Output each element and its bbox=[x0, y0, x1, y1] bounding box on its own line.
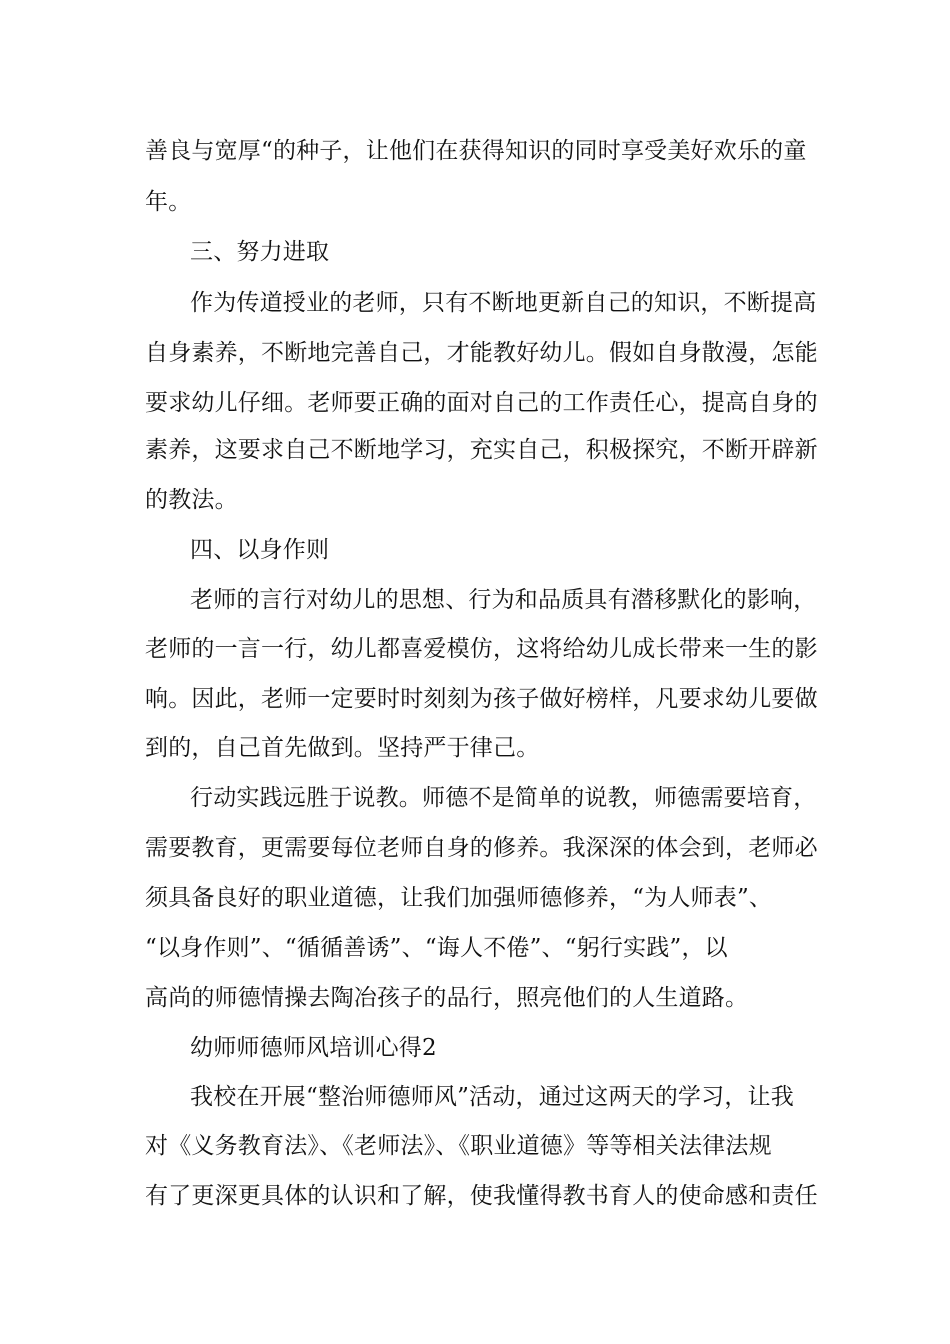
paragraph-line: 年。 bbox=[145, 189, 192, 215]
paragraph-line: 有了更深更具体的认识和了解，使我懂得教书育人的使命感和责任 bbox=[145, 1183, 818, 1209]
paragraph-line: 老师的言行对幼儿的思想、行为和品质具有潜移默化的影响， bbox=[190, 587, 817, 613]
paragraph-line: “以身作则”、“循循善诱”、“诲人不倦”、“躬行实践”，以 bbox=[145, 935, 728, 961]
paragraph-line: 我校在开展“整治师德师风”活动，通过这两天的学习，让我 bbox=[190, 1084, 794, 1110]
paragraph-line: 需要教育，更需要每位老师自身的修养。我深深的体会到，老师必 bbox=[145, 835, 818, 861]
paragraph-line: 作为传道授业的老师，只有不断地更新自己的知识，不断提高 bbox=[190, 290, 817, 316]
paragraph-line: 对《义务教育法》、《老师法》、《职业道德》等等相关法律法规 bbox=[145, 1133, 772, 1159]
paragraph-line: 的教法。 bbox=[145, 487, 238, 513]
paragraph-line: 响。因此，老师一定要时时刻刻为孩子做好榜样，凡要求幼儿要做 bbox=[145, 686, 818, 712]
paragraph-line: 老师的一言一行，幼儿都喜爱模仿，这将给幼儿成长带来一生的影 bbox=[145, 636, 818, 662]
section-heading: 四、以身作则 bbox=[190, 537, 330, 563]
paragraph-line: 要求幼儿仔细。老师要正确的面对自己的工作责任心，提高自身的 bbox=[145, 390, 818, 416]
paragraph-line: 自身素养，不断地完善自己，才能教好幼儿。假如自身散漫，怎能 bbox=[145, 340, 818, 366]
paragraph-line: 善良与宽厚“的种子，让他们在获得知识的同时享受美好欢乐的童 bbox=[145, 138, 807, 164]
section-heading: 三、努力进取 bbox=[190, 239, 330, 265]
paragraph-line: 行动实践远胜于说教。师德不是简单的说教，师德需要培育， bbox=[190, 785, 817, 811]
paragraph-line: 素养，这要求自己不断地学习，充实自己，积极探究，不断开辟新 bbox=[145, 437, 818, 463]
paragraph-line: 高尚的师德情操去陶冶孩子的品行，照亮他们的人生道路。 bbox=[145, 985, 749, 1011]
paragraph-line: 到的，自己首先做到。坚持严于律己。 bbox=[145, 735, 540, 761]
article-title: 幼师师德师风培训心得2 bbox=[190, 1035, 437, 1061]
paragraph-line: 须具备良好的职业道德，让我们加强师德修养，“为人师表”、 bbox=[145, 885, 773, 911]
